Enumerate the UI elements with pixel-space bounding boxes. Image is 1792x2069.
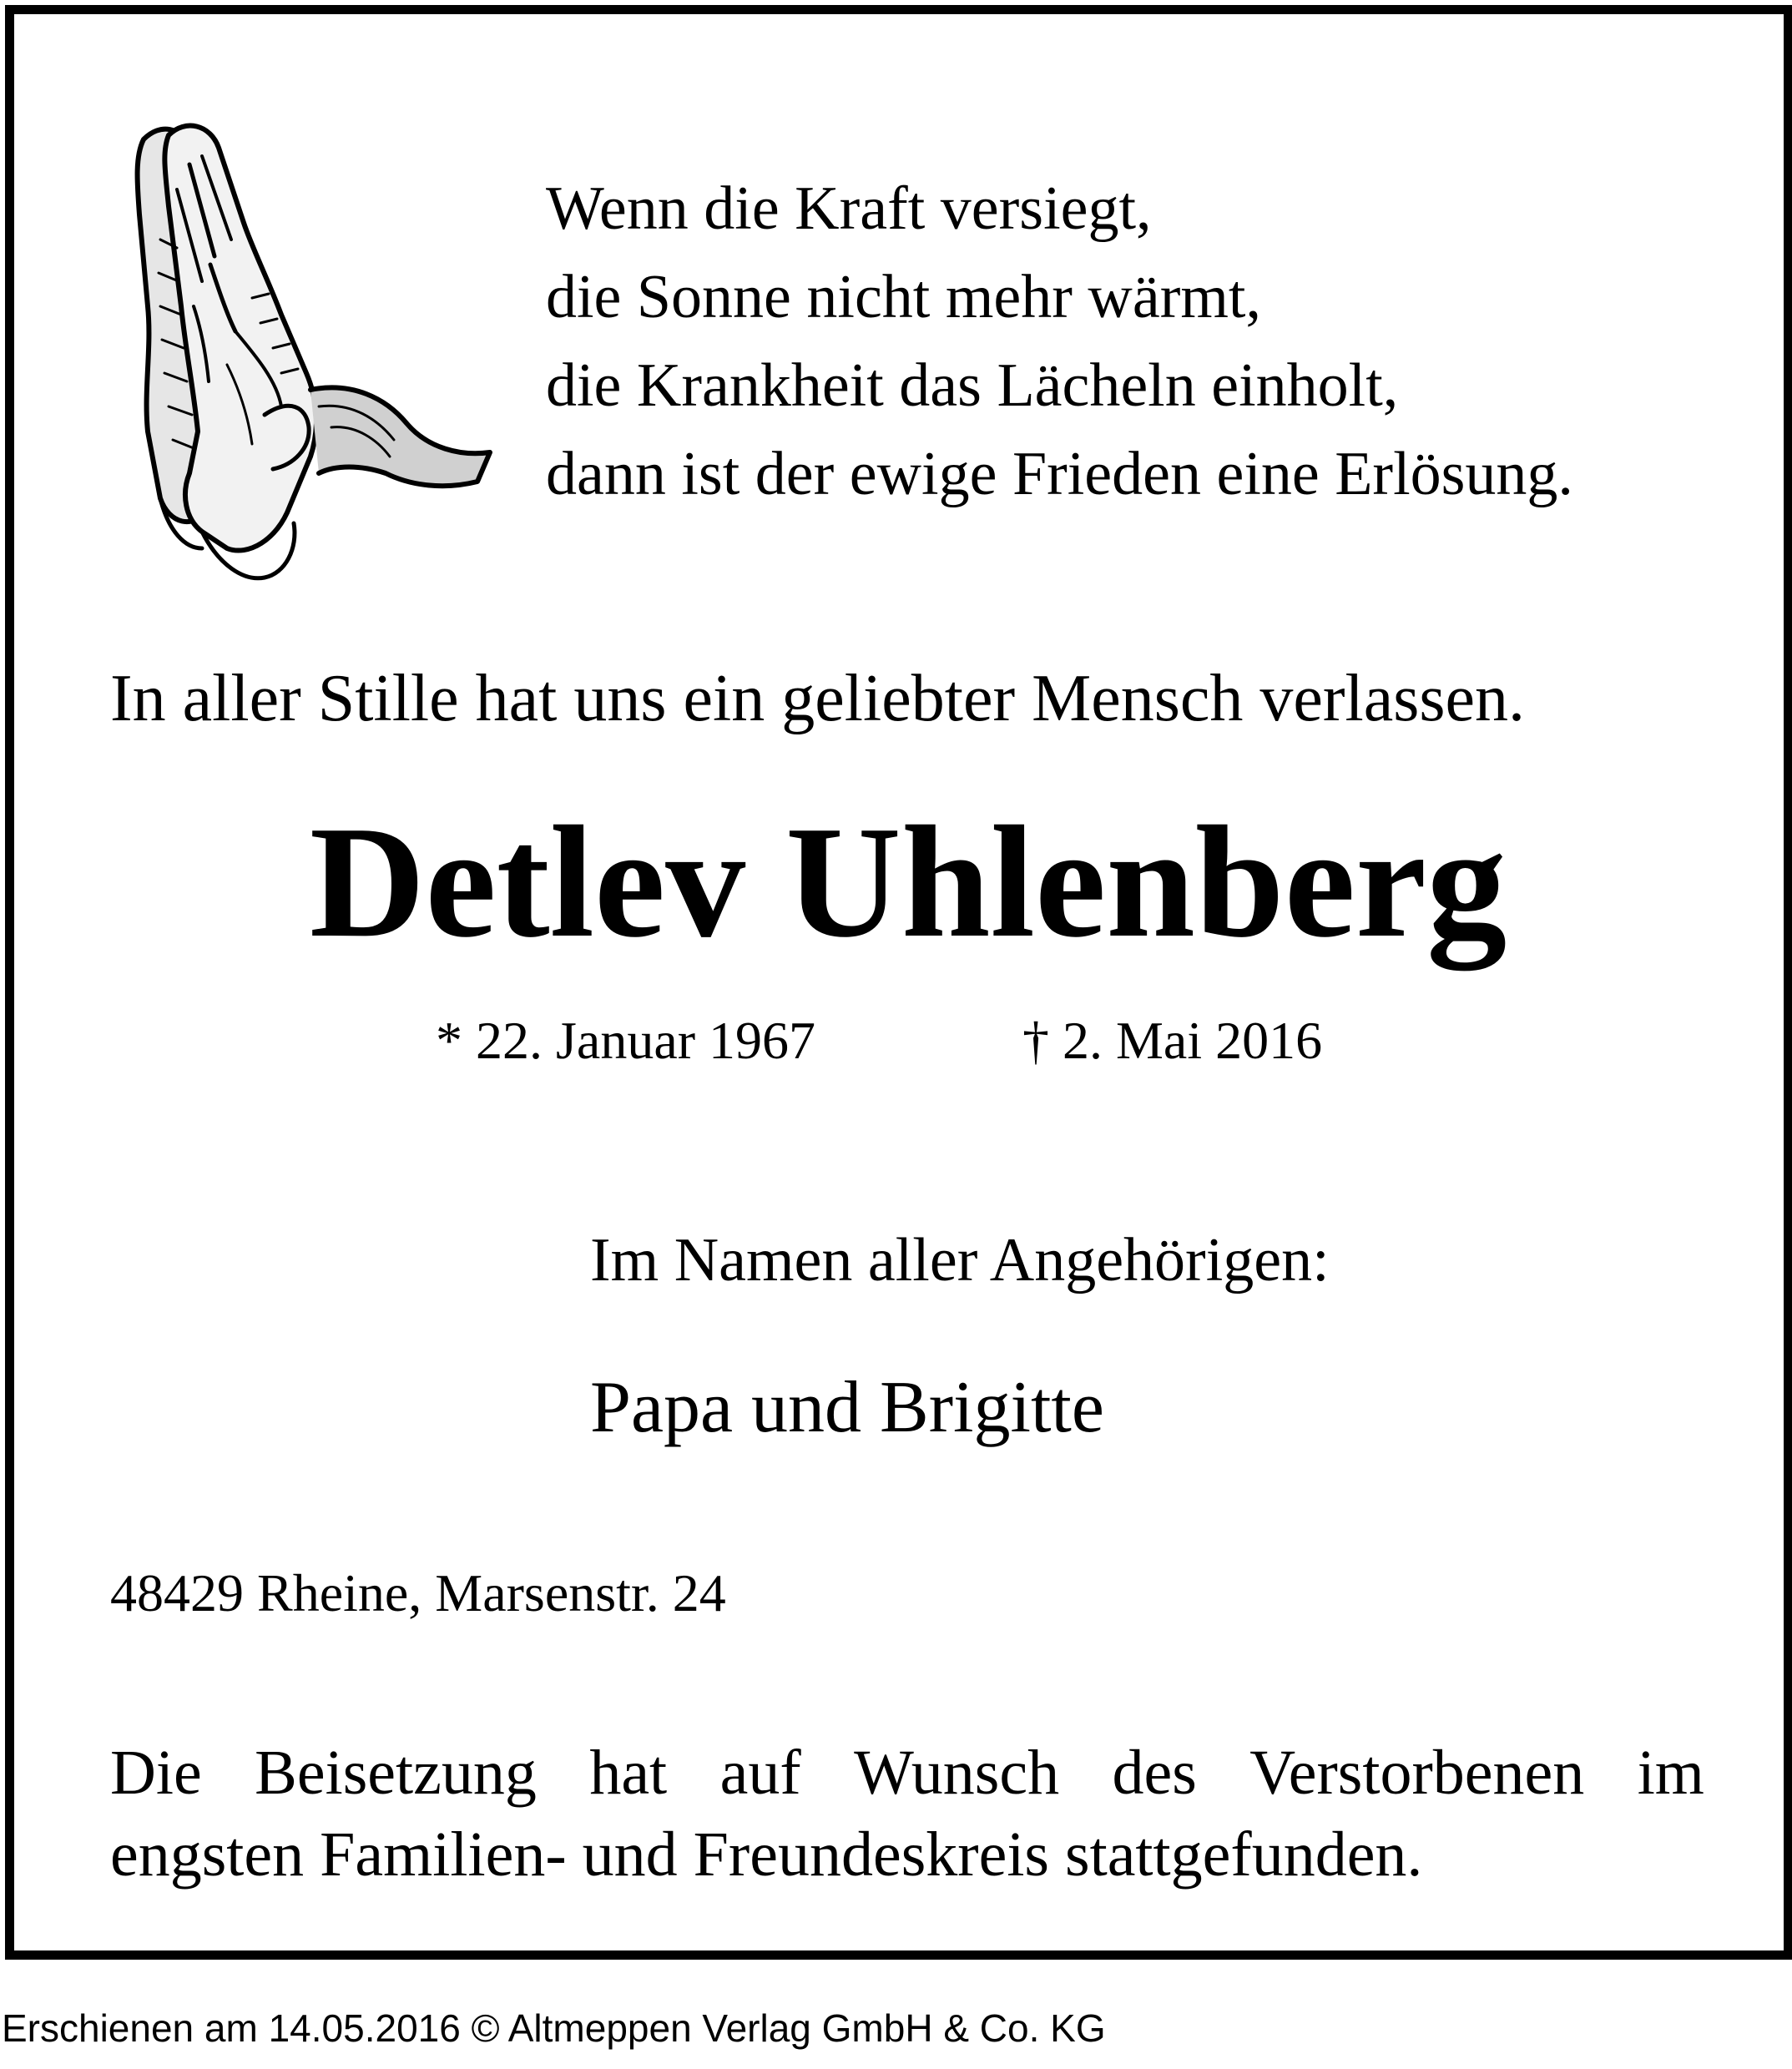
verse bbox=[546, 164, 1573, 518]
verse-line: die Krankheit das Lächeln einholt, bbox=[546, 351, 1399, 420]
burial-line-1 bbox=[110, 1732, 1704, 1814]
burial-word: Die bbox=[110, 1738, 202, 1808]
verse-line: Wenn die Kraft versiegt, bbox=[546, 174, 1152, 243]
relatives-label: Im Namen aller Angehörigen: bbox=[590, 1226, 1330, 1294]
address: 48429 Rheine, Marsenstr. 24 bbox=[110, 1563, 726, 1622]
burial-word: des bbox=[1112, 1738, 1197, 1808]
verse-line: die Sonne nicht mehr wärmt, bbox=[546, 263, 1261, 331]
verse-line: dann ist der ewige Frieden eine Erlösung. bbox=[546, 440, 1573, 508]
burial-line-2: engsten Familien- und Freundeskreis stattgefunden. bbox=[110, 1819, 1423, 1890]
deceased-name: Detlev Uhlenberg bbox=[309, 793, 1507, 971]
burial-word: Beisetzung bbox=[255, 1738, 537, 1808]
death-date: † 2. Mai 2016 bbox=[1022, 1011, 1323, 1070]
burial-word: Verstorbenen bbox=[1249, 1738, 1585, 1808]
burial-word: Wunsch bbox=[854, 1738, 1060, 1808]
praying-hands-icon bbox=[110, 114, 502, 590]
burial-word: im bbox=[1637, 1738, 1704, 1808]
intro-text: In aller Stille hat uns ein geliebter Mensch verlassen. bbox=[110, 662, 1526, 735]
burial-word: hat bbox=[589, 1738, 668, 1808]
birth-date: * 22. Januar 1967 bbox=[436, 1011, 816, 1070]
relatives-names: Papa und Brigitte bbox=[590, 1367, 1104, 1448]
obituary-notice bbox=[5, 5, 1792, 1960]
burial-note bbox=[110, 1732, 1704, 1895]
publication-footer: Erschienen am 14.05.2016 © Altmeppen Verlag GmbH & Co. KG bbox=[2, 2006, 1106, 2050]
burial-word: auf bbox=[719, 1738, 801, 1808]
